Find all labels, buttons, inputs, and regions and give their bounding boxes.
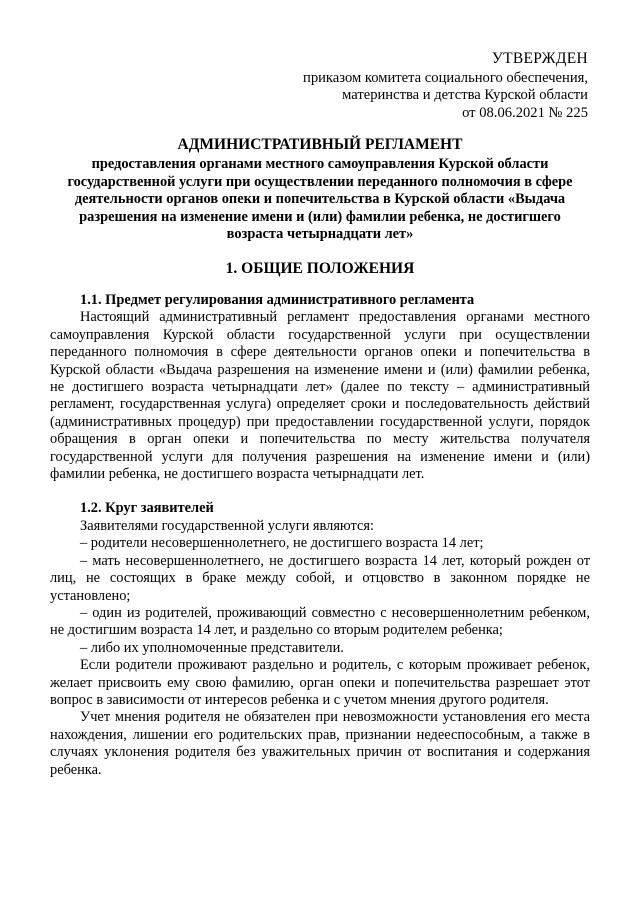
applicant-item: – либо их уполномоченные представители. [80, 639, 344, 656]
approval-title: УТВЕРЖДЕН [491, 50, 588, 67]
subsection-1-2-title: 1.2. Круг заявителей [80, 500, 214, 517]
applicant-item: – мать несовершеннолетнего, не достигшего возраста 14 лет, который рожден от лиц, не состоящих в браке между собой, и отцовство в законном порядке не установлено; [50, 552, 590, 604]
document-title: АДМИНИСТРАТИВНЫЙ РЕГЛАМЕНТ [177, 136, 463, 153]
applicant-item: – родители несовершеннолетнего, не достигшего возраста 14 лет; [80, 535, 484, 552]
approval-line-1: приказом комитета социального обеспечения, [303, 69, 588, 86]
subsection-1-2-paragraph: Если родители проживают раздельно и родитель, с которым проживает ребенок, желает присвоить ему свою фамилию, орган опеки и попечительства разрешает этот вопрос в зависимости от интересов ребенка и с учетом мнения другого родителя. [50, 657, 590, 708]
section-1-title: 1. ОБЩИЕ ПОЛОЖЕНИЯ [225, 260, 415, 277]
subsection-1-2-intro: Заявителями государственной услуги являются: [80, 517, 374, 534]
document-subtitle: предоставления органами местного самоуправления Курской области государственной услуги при осуществлении переданного полномочия в сфере деятельности органов опеки и попечительства в Курской области «Выдача разрешения на изменение имени и (или) фамилии ребенка, не достигшего возраста четырнадцати лет» [67, 156, 573, 243]
section-1-body [50, 292, 590, 779]
approval-line-2: материнства и детства Курской области [342, 87, 588, 103]
approval-line-3: от 08.06.2021 № 225 [462, 104, 588, 121]
approval-stamp [303, 50, 588, 122]
subsection-1-1-title: 1.1. Предмет регулирования административного регламента [80, 292, 475, 308]
subsection-1-2-paragraph: Учет мнения родителя не обязателен при невозможности установления его места нахождения, лишении его родительских прав, признании недееспособным, а также в случаях уклонения родителя без уважительных причин от воспитания и содержания ребенка. [50, 709, 590, 778]
applicant-item: – один из родителей, проживающий совместно с несовершеннолетним ребенком, не достигшим возраста 14 лет, и раздельно со вторым родителем ребенка; [50, 604, 590, 639]
subsection-1-1-text: Настоящий административный регламент предоставления органами местного самоуправления Курской области государственной услуги при осуществлении переданного полномочия в сфере деятельности органов опеки и попечительства в Курской области «Выдача разрешения на изменение имени и (или) фамилии ребенка, не достигшего возраста четырнадцати лет» (далее по тексту – административный регламент, государственная услуга) определяет сроки и последовательность действий (административных процедур) при предоставлении государственной услуги, порядок обращения в орган опеки и попечительства по месту жительства получателя государственной услуги для получения разрешения на изменение имени и (или) фамилии ребенка, не достигшего возраста четырнадцати лет. [50, 309, 590, 483]
